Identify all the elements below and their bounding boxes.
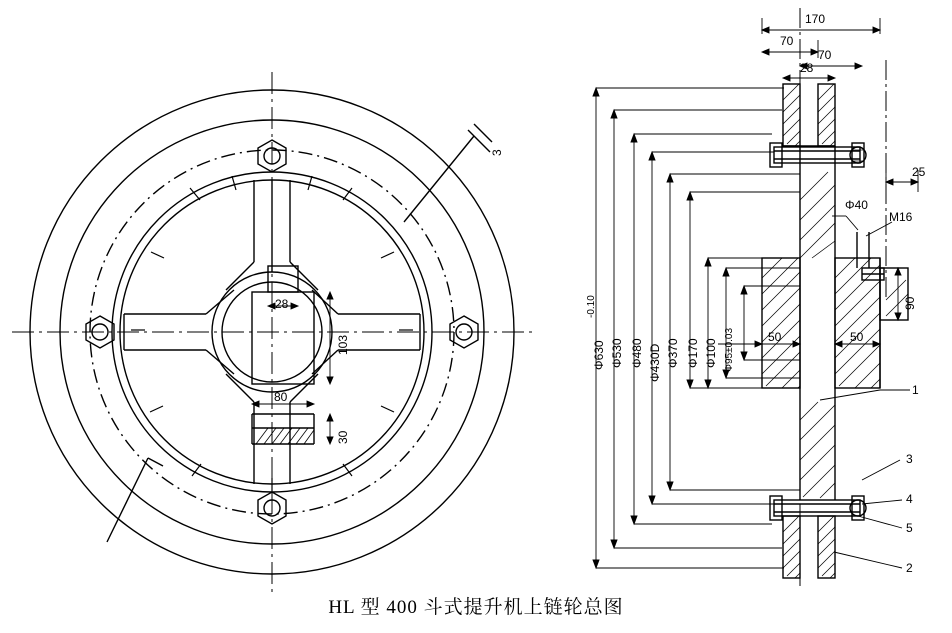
- dim-d100: Φ100: [704, 338, 718, 368]
- front-view-hub: [252, 266, 314, 444]
- dim-overall-width: 170: [805, 12, 826, 26]
- dim-d630-tol: -0.10: [586, 295, 597, 318]
- dim-right-50: 50: [850, 330, 864, 344]
- dim-bore-width: 28: [275, 297, 289, 311]
- dim-left-50: 50: [768, 330, 782, 344]
- dim-d630: Φ630: [592, 340, 606, 370]
- dim-right-half: 70: [818, 48, 832, 62]
- balloon-item-4: 4: [906, 492, 913, 506]
- dim-d95: Φ95±0.03: [724, 327, 735, 372]
- balloon-item-2: 2: [906, 561, 913, 575]
- dim-d480: Φ480: [630, 338, 644, 368]
- front-view-break-line: [107, 458, 163, 542]
- dim-hub-height: 103: [336, 334, 350, 355]
- dim-hub-width: 80: [274, 390, 288, 404]
- surface-finish-value: 3: [490, 149, 504, 156]
- balloon-item-5: 5: [906, 521, 913, 535]
- dim-d530: Φ530: [610, 338, 624, 368]
- dim-hole-dia: Φ40: [845, 198, 868, 212]
- dim-left-half: 70: [780, 34, 794, 48]
- balloon-item-3: 3: [906, 452, 913, 466]
- dim-d430: Φ430D: [648, 343, 662, 382]
- key-hatch: [256, 428, 314, 444]
- dim-hub-thk: 28: [800, 61, 814, 75]
- dim-hub-len: 90: [903, 296, 917, 310]
- dim-d170: Φ170: [686, 338, 700, 368]
- section-dim-lines: [593, 18, 918, 568]
- dim-key-height: 30: [336, 430, 350, 444]
- balloon-item-1: 1: [912, 383, 919, 397]
- drawing-caption: HL 型 400 斗式提升机上链轮总图: [328, 597, 624, 618]
- dim-d370: Φ370: [666, 338, 680, 368]
- dim-thread: M16: [889, 210, 913, 224]
- balloon-leaders: [820, 390, 910, 568]
- dim-edge-dist: 25: [912, 165, 926, 179]
